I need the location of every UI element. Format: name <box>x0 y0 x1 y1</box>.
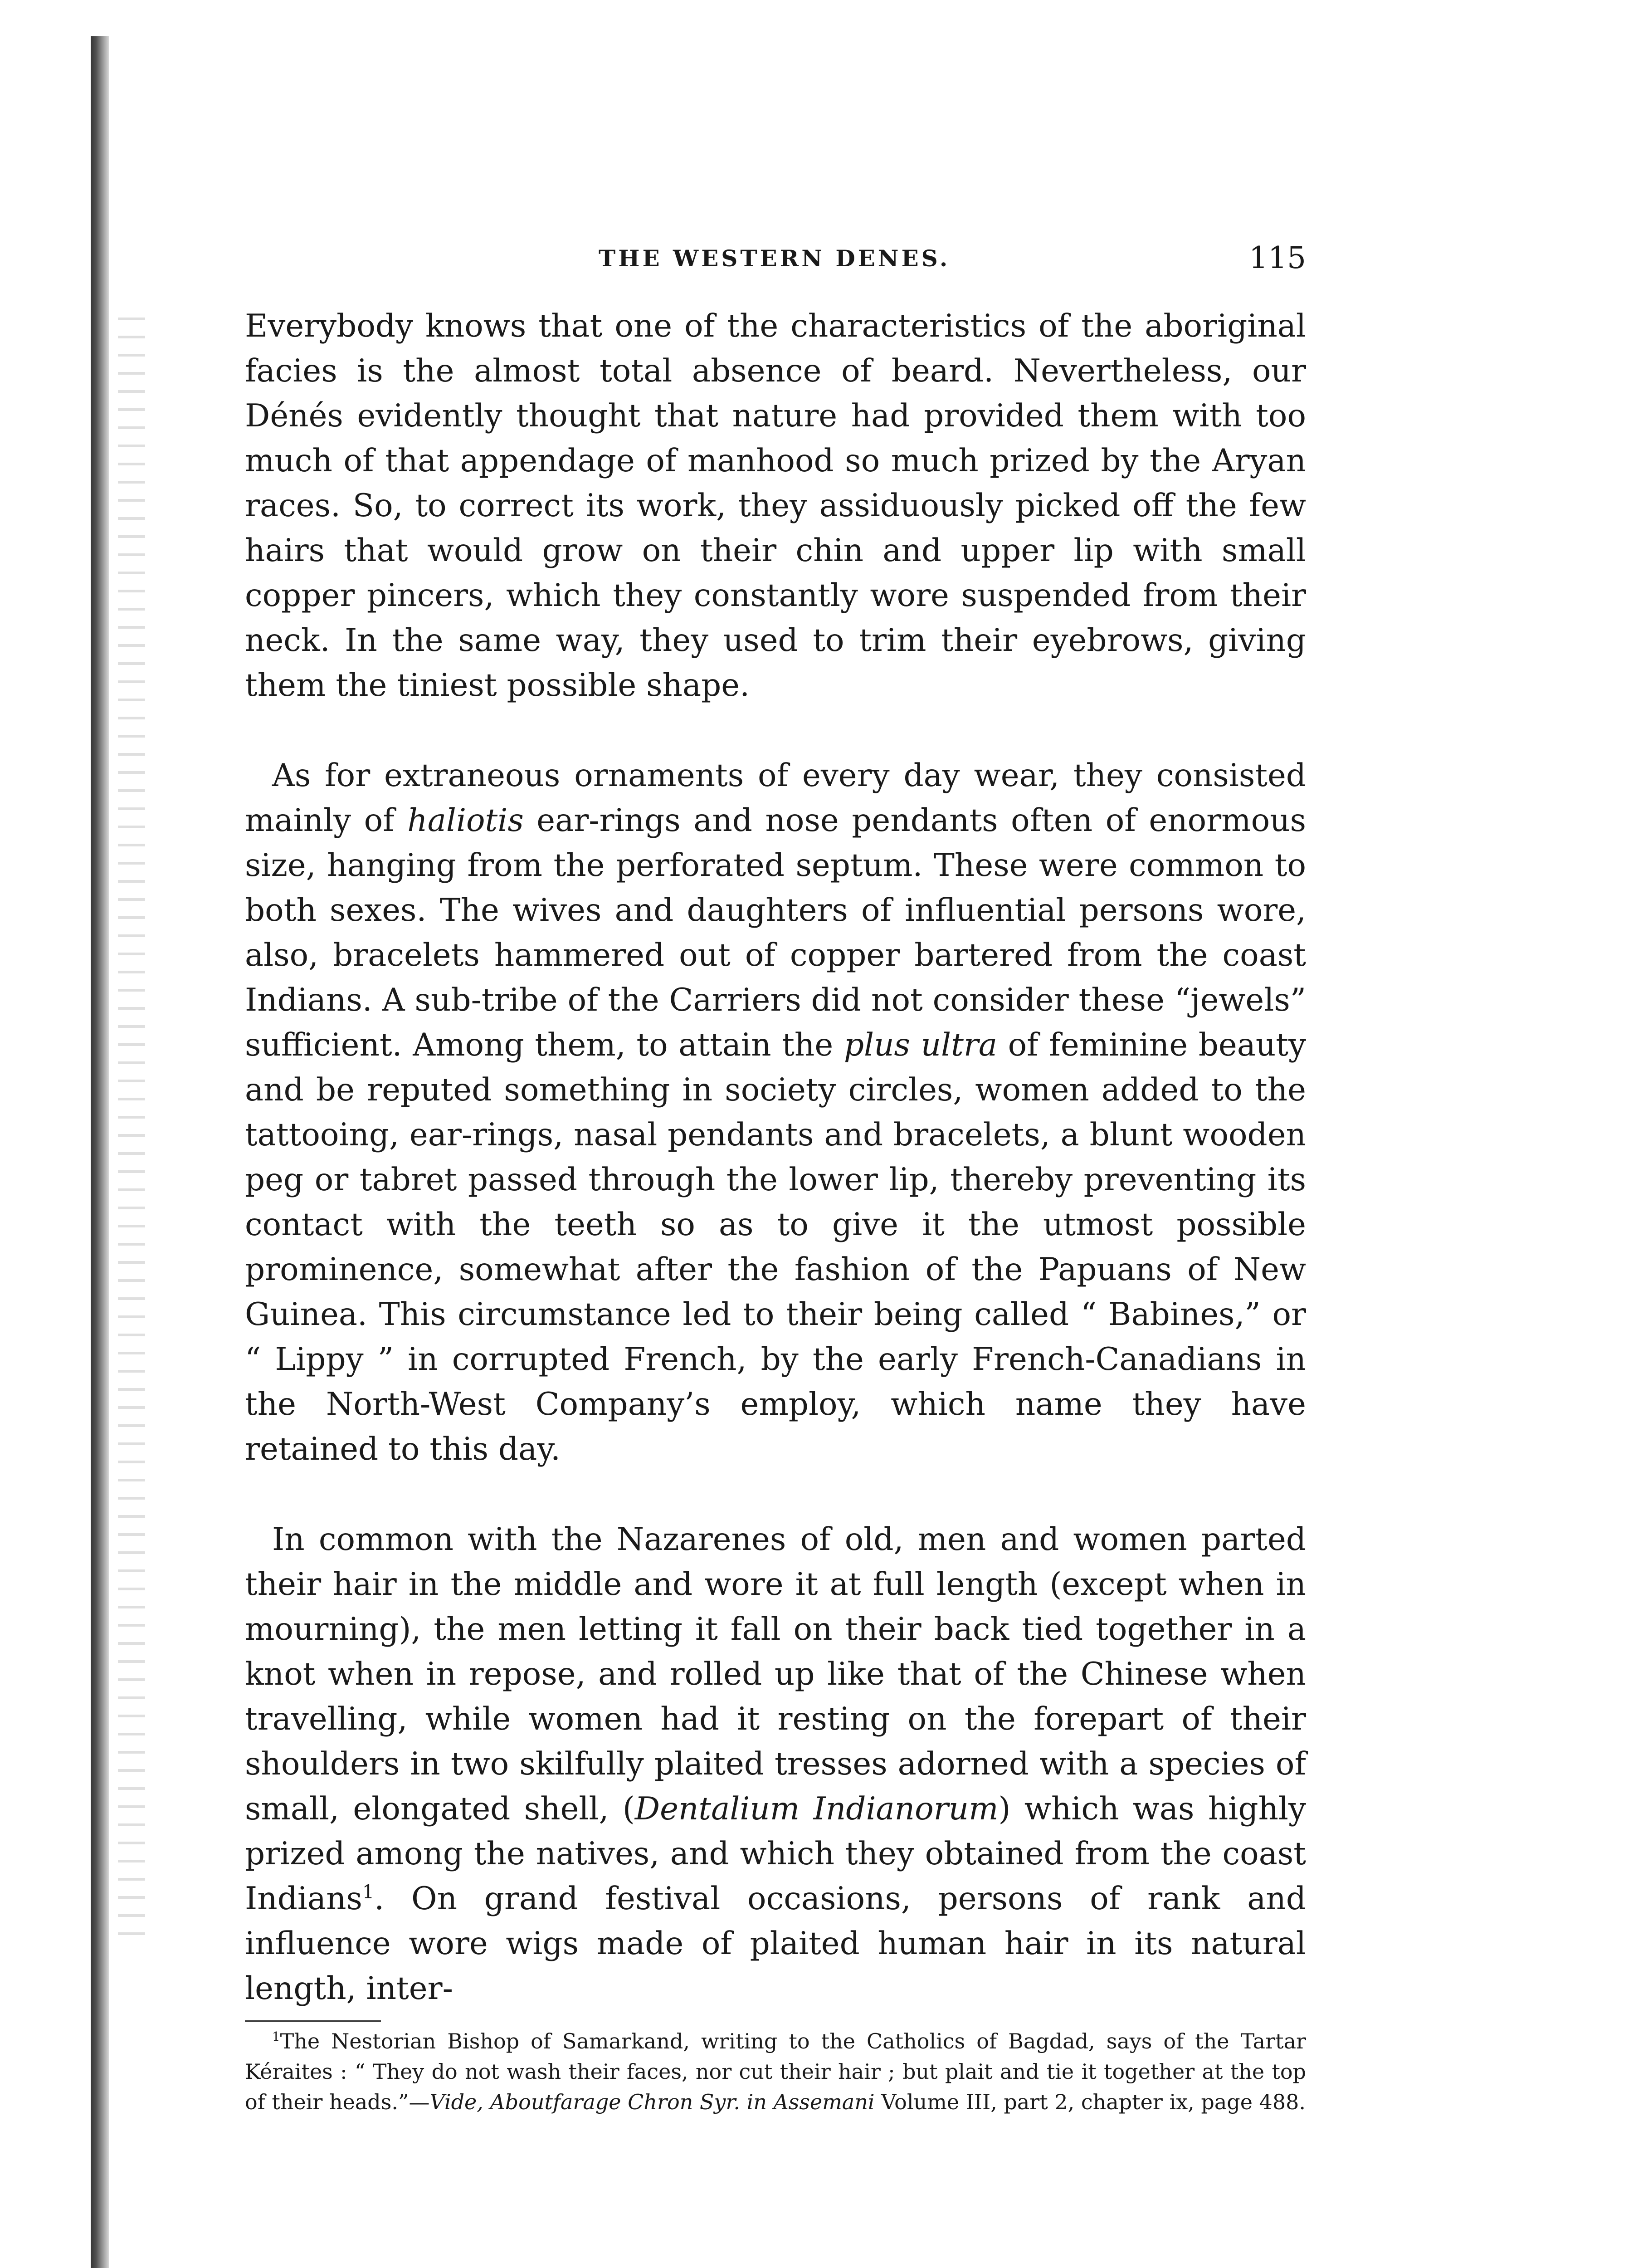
page-number: 115 <box>1249 240 1306 275</box>
italic-term: Vide, Aboutfarage Chron Syr. in Assemani <box>429 2090 875 2114</box>
text-run: ear-rings and nose pendants often of enormous size, hanging from the perforated septum. These were common to both sexes. The wives and daughters of influential persons wore, also, bracelets hammered out of copper bartered from the coast Indians. A sub-tribe of the Carriers did not consider these “jewels” sufficient. Among them, to attain the <box>245 802 1307 1063</box>
paragraph-1 <box>245 304 1306 708</box>
scan-binding-speckle <box>118 318 145 1950</box>
running-title: THE WESTERN DENES. <box>599 245 951 272</box>
paragraph-2 <box>245 753 1306 1472</box>
italic-term: haliotis <box>407 802 524 839</box>
text-run: . On grand festival occasions, persons of rank and influence wore wigs made of plaited human hair in its natural length, inter- <box>245 1881 1306 2007</box>
paragraph-3 <box>245 1517 1306 2011</box>
text-run: As for extraneous ornaments of every day wear, they consisted mainly of <box>245 758 1306 839</box>
italic-term: Dentalium Indianorum <box>634 1791 999 1827</box>
scan-binding-edge <box>91 36 109 2268</box>
footnote-rule <box>245 2020 381 2022</box>
text-run: of feminine beauty and be reputed something in society circles, women added to the tattooing, ear-rings, nasal pendants and bracelets, a blunt wooden peg or tabret passed through the lower lip, thereby preventing its contact with the teeth so as to give it the utmost possible prominence, somewhat after the fashion of the Papuans of New Guinea. This circumstance led to their being called “ Babines,” or “ Lippy ” in corrupted French, by the early French-Canadians in the North-West Company’s employ, which name they have retained to this day. <box>245 1027 1306 1467</box>
text-run: Volume III, part 2, chapter ix, page 488. <box>874 2090 1306 2114</box>
page <box>245 240 1307 2117</box>
running-head <box>245 240 1306 286</box>
footnote-marker: 1 <box>272 2029 280 2044</box>
text-run: ) which was highly prized among the natives, and which they obtained from the coast Indians <box>245 1791 1306 1917</box>
italic-term: plus ultra <box>844 1027 997 1063</box>
text-run: Everybody knows that one of the characteristics of the aboriginal facies is the almost total absence of beard. Nevertheless, our Dénés evidently thought that nature had provided them with too much of that appendage of manhood so much prized by the Aryan races. So, to correct its work, they assiduously picked off the few hairs that would grow on their chin and upper lip with small copper pincers, which they constantly wore suspended from their neck. In the same way, they used to trim their eyebrows, giving them the tiniest possible shape. <box>245 308 1306 704</box>
footnote <box>245 2026 1306 2117</box>
footnote-marker: 1 <box>362 1881 375 1903</box>
text-run: The Nestorian Bishop of Samarkand, writing to the Catholics of Bagdad, says of the Tartar Kéraites : “ They do not wash their faces, nor cut their hair ; but plait and tie it together at the top of their heads.”— <box>245 2029 1306 2114</box>
text-run: In common with the Nazarenes of old, men and women parted their hair in the middle and wore it at full length (except when in mourning), the men letting it fall on their back tied together in a knot when in repose, and rolled up like that of the Chinese when travelling, while women had it resting on the forepart of their shoulders in two skilfully plaited tresses adorned with a species of small, elongated shell, ( <box>245 1521 1306 1827</box>
